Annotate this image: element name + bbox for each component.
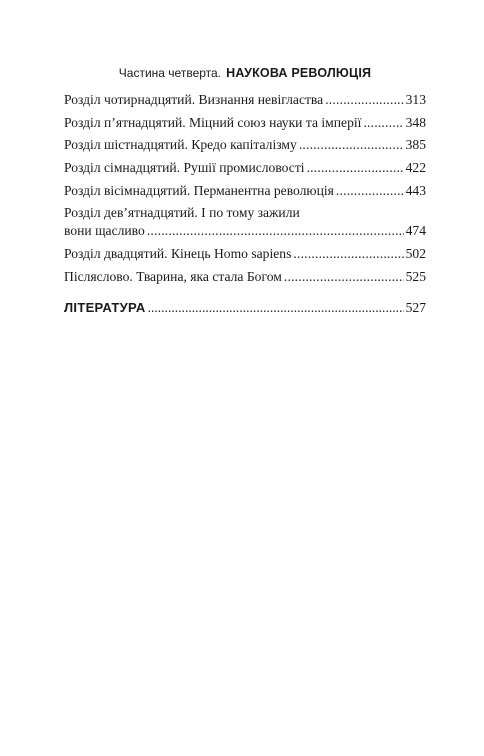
toc-entry-title: Розділ сімнадцятий. Рушії промисловості [64, 160, 305, 176]
toc-entry-chapter-18 [64, 180, 426, 203]
toc-entry-page: 348 [405, 114, 426, 130]
dot-leader [336, 180, 404, 203]
toc-entry-page: 313 [405, 92, 426, 107]
part-prefix: Частина четверта. [118, 66, 222, 80]
part-title: НАУКОВА РЕВОЛЮЦІЯ [226, 66, 372, 80]
toc-entry-page: 474 [405, 223, 426, 239]
toc-entry-title: Розділ п’ятнадцятий. Міцний союз науки та імперії [64, 114, 362, 130]
toc-entry-chapter-20 [64, 243, 426, 266]
toc-entry-page: 525 [405, 268, 426, 284]
part-heading [64, 62, 426, 83]
toc-entry-title-line1: Розділ дев’ятнадцятий. І по тому зажили [64, 205, 300, 221]
toc-entry-title: Розділ чотирнадцятий. Визнання невігластва [64, 92, 324, 107]
dot-leader [293, 243, 403, 266]
dot-leader [307, 157, 404, 180]
literature-page: 527 [405, 300, 426, 315]
toc-entry-chapter-14 [64, 89, 426, 112]
toc-entry-page: 443 [405, 182, 426, 198]
toc-entry-title: Розділ вісімнадцятий. Перманентна революція [64, 182, 334, 198]
toc-entry-chapter-16 [64, 134, 426, 157]
literature-title: ЛІТЕРАТУРА [64, 300, 146, 315]
toc-entry-title: Післяслово. Тварина, яка стала Богом [64, 268, 282, 284]
toc-entry-title: Розділ двадцятий. Кінець Homo sapiens [64, 246, 292, 262]
toc-entry-page: 422 [405, 160, 426, 176]
toc-entry-chapter-19 [64, 202, 426, 243]
toc-entry-chapter-17 [64, 157, 426, 180]
dot-leader [363, 112, 403, 135]
toc-entry-page: 502 [405, 246, 426, 262]
toc-entry-title: Розділ шістнадцятий. Кредо капіталізму [64, 137, 297, 153]
toc-entry-page: 385 [405, 137, 426, 153]
toc-entry-title-line2: вони щасливо [64, 223, 145, 239]
toc-entry-chapter-15 [64, 112, 426, 135]
dot-leader [299, 134, 404, 157]
dot-leader [284, 266, 404, 289]
toc-entry-literature [64, 300, 426, 316]
dot-leader [147, 220, 404, 243]
toc-page [64, 0, 426, 756]
toc-entry-afterword [64, 266, 426, 289]
dot-leader [148, 300, 404, 316]
dot-leader [325, 89, 403, 112]
table-of-contents [64, 89, 426, 289]
toc-entry-line2 [64, 220, 426, 243]
